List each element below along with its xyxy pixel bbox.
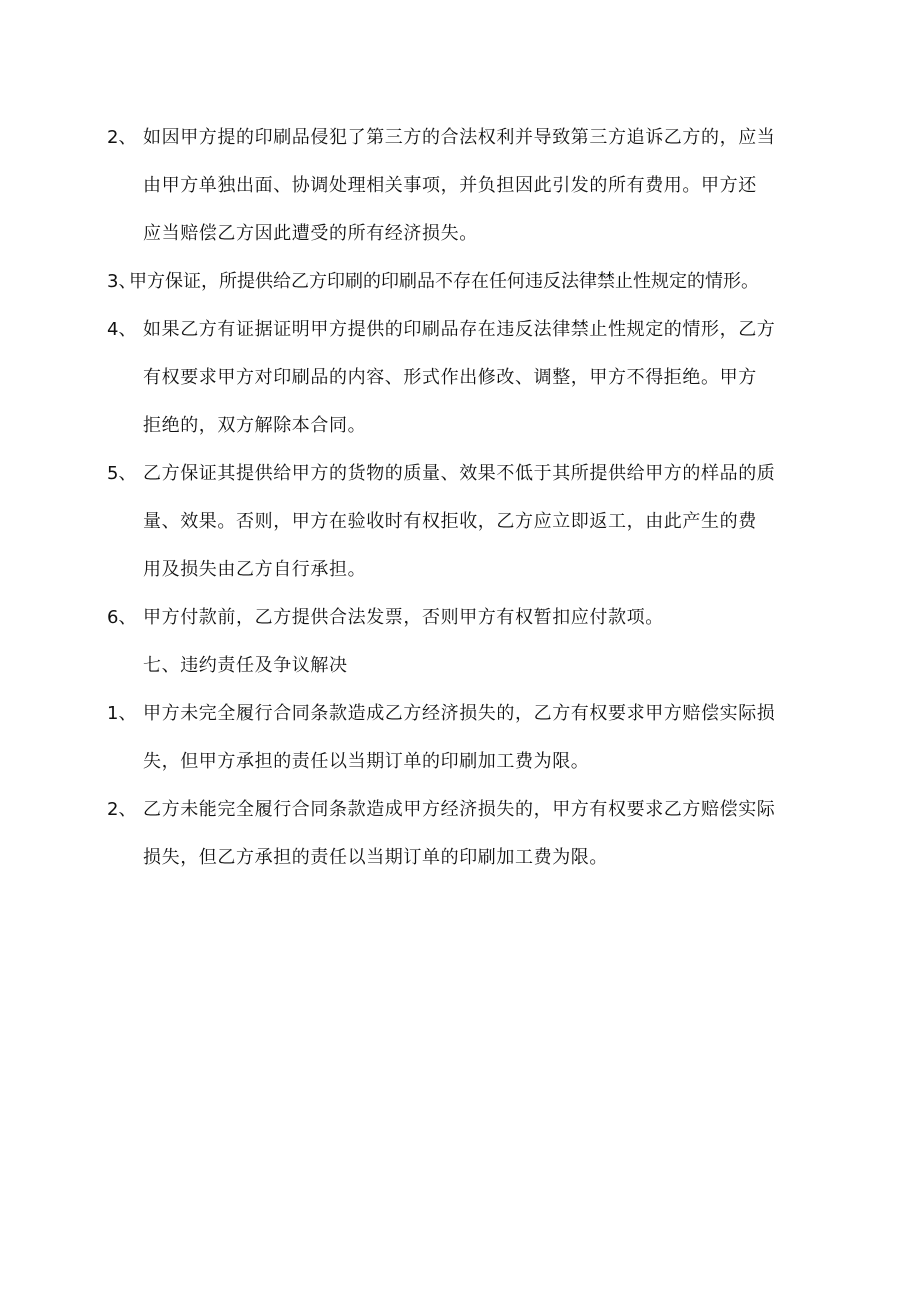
text-line: 失，但甲方承担的责任以当期订单的印刷加工费为限。: [143, 751, 590, 772]
text-line: 有权要求甲方对印刷品的内容、形式作出修改、调整，甲方不得拒绝。甲方: [143, 367, 757, 388]
clause-number: 2、: [107, 799, 137, 820]
text-line: 损失，但乙方承担的责任以当期订单的印刷加工费为限。: [143, 847, 608, 868]
clause-text: [129, 258, 813, 306]
clause-item: [107, 690, 813, 786]
text-line: 量、效果。否则，甲方在验收时有权拒收，乙方应立即返工，由此产生的费: [143, 511, 757, 532]
section-heading: 七、违约责任及争议解决: [143, 655, 348, 676]
clause-item: [107, 114, 813, 258]
clause-text: [143, 306, 813, 450]
clause-number: 4、: [107, 319, 137, 340]
clause-item: [107, 306, 813, 450]
clause-text: [143, 594, 813, 642]
text-line: 应当赔偿乙方因此遭受的所有经济损失。: [143, 223, 478, 244]
text-line: 乙方未能完全履行合同条款造成甲方经济损失的，甲方有权要求乙方赔偿实际: [143, 799, 776, 820]
text-line: 如果乙方有证据证明甲方提供的印刷品存在违反法律禁止性规定的情形，乙方: [143, 319, 776, 340]
text-line: 如因甲方提的印刷品侵犯了第三方的合法权利并导致第三方追诉乙方的，应当: [143, 127, 776, 148]
clause-item: [107, 258, 813, 306]
clause-text: [143, 690, 813, 786]
clause-number: 1、: [107, 703, 137, 724]
clause-text: [143, 786, 813, 882]
clause-number: 5、: [107, 463, 137, 484]
text-line: 拒绝的，双方解除本合同。: [143, 415, 367, 436]
clause-item: [107, 594, 813, 642]
text-line: 由甲方单独出面、协调处理相关事项，并负担因此引发的所有费用。甲方还: [143, 175, 757, 196]
clause-text: [143, 114, 813, 258]
contract-body: [107, 114, 813, 882]
text-line: 甲方付款前，乙方提供合法发票，否则甲方有权暂扣应付款项。: [143, 607, 664, 628]
clause-number: 6、: [107, 607, 137, 628]
text-line: 乙方保证其提供给甲方的货物的质量、效果不低于其所提供给甲方的样品的质: [143, 463, 776, 484]
clause-item: [107, 786, 813, 882]
text-line: 甲方保证，所提供给乙方印刷的印刷品不存在任何违反法律禁止性规定的情形。: [129, 271, 759, 292]
clause-number: 3、: [107, 271, 137, 292]
text-line: 用及损失由乙方自行承担。: [143, 559, 367, 580]
clause-number: 2、: [107, 127, 137, 148]
text-line: 甲方未完全履行合同条款造成乙方经济损失的，乙方有权要求甲方赔偿实际损: [143, 703, 776, 724]
clause-text: [143, 450, 813, 594]
clause-item: [107, 450, 813, 594]
